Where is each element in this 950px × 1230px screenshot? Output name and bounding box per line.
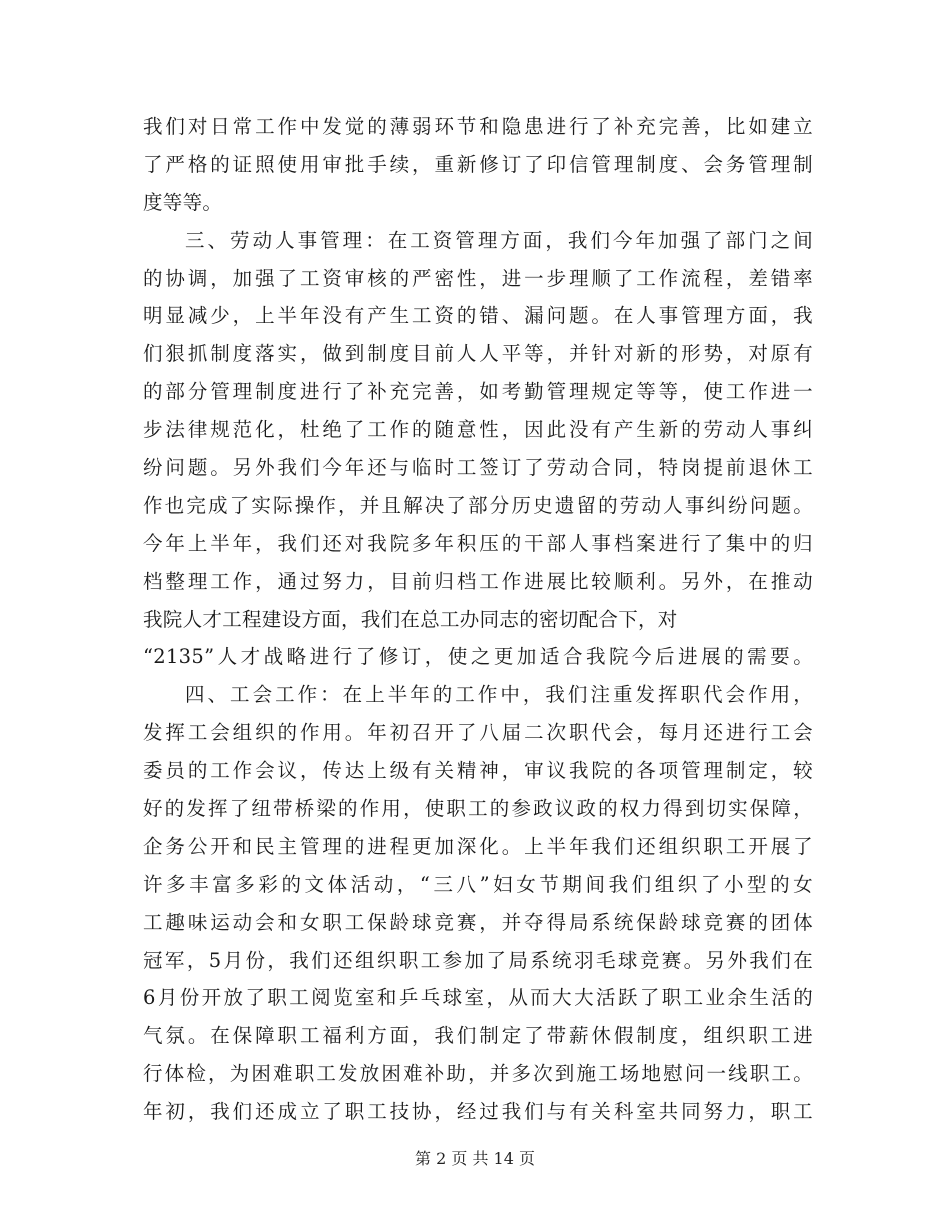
text-line: 作也完成了实际操作，并且解决了部分历史遗留的劳动人事纠纷问题。 [143, 493, 813, 517]
text-line: 好的发挥了纽带桥梁的作用，使职工的参政议政的权力得到切实保障， [143, 797, 813, 821]
text-line: 纷问题。另外我们今年还与临时工签订了劳动合同，特岗提前退休工 [143, 456, 813, 480]
text-line: 四、工会工作：在上半年的工作中，我们注重发挥职代会作用， [185, 683, 813, 707]
text-line: 气氛。在保障职工福利方面，我们制定了带薪休假制度，组织职工进 [143, 1024, 813, 1048]
text-line: 企务公开和民主管理的进程更加深化。上半年我们还组织职工开展了 [143, 834, 813, 858]
body-text [143, 108, 813, 1131]
text-line: 了严格的证照使用审批手续，重新修订了印信管理制度、会务管理制 [143, 152, 813, 176]
text-line: 工趣味运动会和女职工保龄球竞赛，并夺得局系统保龄球竞赛的团体 [143, 910, 813, 934]
text-line: 今年上半年，我们还对我院多年积压的干部人事档案进行了集中的归 [143, 531, 813, 555]
text-line: 许多丰富多彩的文体活动，“三八”妇女节期间我们组织了小型的女 [143, 872, 813, 896]
text-line: 我院人才工程建设方面，我们在总工办同志的密切配合下，对 [143, 607, 678, 631]
text-line: 的协调，加强了工资审核的严密性，进一步理顺了工作流程，差错率 [143, 266, 813, 290]
page-number-footer: 第 2 页 共 14 页 [415, 1149, 535, 1168]
text-line: 们狠抓制度落实，做到制度目前人人平等，并针对新的形势，对原有 [143, 342, 813, 366]
text-line: 的部分管理制度进行了补充完善，如考勤管理规定等等，使工作进一 [143, 380, 813, 404]
text-line: 档整理工作，通过努力，目前归档工作进展比较顺利。另外，在推动 [143, 569, 813, 593]
text-line: 冠军，5月份，我们还组织职工参加了局系统羽毛球竞赛。另外我们在 [143, 948, 813, 972]
text-line: 6月份开放了职工阅览室和乒乓球室，从而大大活跃了职工业余生活的 [143, 986, 813, 1010]
text-line: 三、劳动人事管理：在工资管理方面，我们今年加强了部门之间 [185, 228, 813, 252]
text-line: 发挥工会组织的作用。年初召开了八届二次职代会，每月还进行工会 [143, 721, 813, 745]
text-line: 我们对日常工作中发觉的薄弱环节和隐患进行了补充完善，比如建立 [143, 115, 813, 138]
text-line: 步法律规范化，杜绝了工作的随意性，因此没有产生新的劳动人事纠 [143, 418, 813, 442]
text-line: 度等等。 [143, 190, 223, 214]
text-line: 年初，我们还成立了职工技协，经过我们与有关科室共同努力，职工 [143, 1100, 813, 1124]
text-line: 委员的工作会议，传达上级有关精神，审议我院的各项管理制定，较 [143, 759, 813, 783]
text-line: 行体检，为困难职工发放困难补助，并多次到施工场地慰问一线职工。 [143, 1062, 813, 1086]
text-line: 明显减少，上半年没有产生工资的错、漏问题。在人事管理方面，我 [143, 304, 813, 328]
text-line: “2135”人才战略进行了修订，使之更加适合我院今后进展的需要。 [143, 645, 813, 669]
